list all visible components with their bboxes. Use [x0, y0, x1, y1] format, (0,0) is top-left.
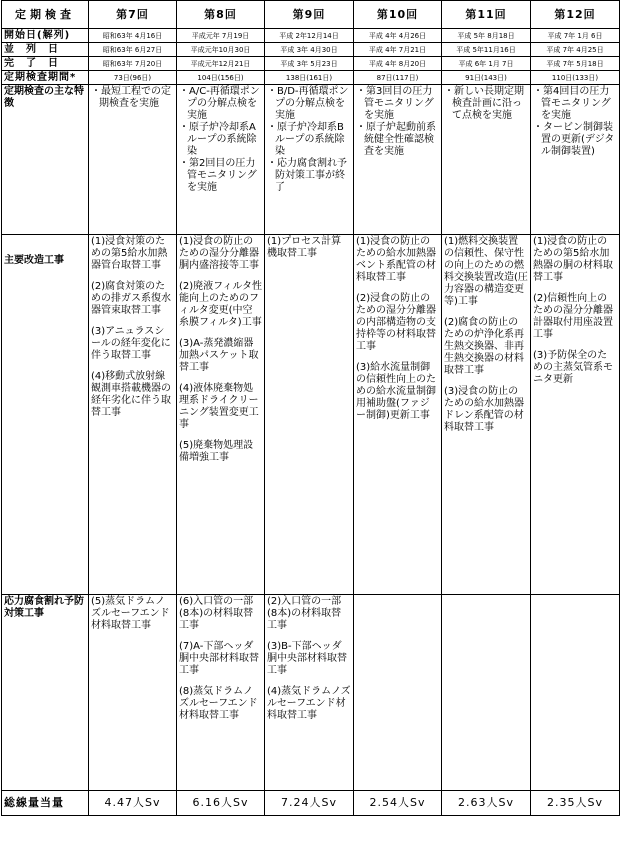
scc-label: 応力腐食割れ予防対策工事 [2, 595, 89, 791]
work-item: (1)浸食の防止のための第5給水加熱器の胴の材料取替工事 [533, 236, 613, 283]
header-col-11: 第11回 [442, 1, 531, 29]
feature-item: ・原子炉起動前系統健全性確認検査を実施 [356, 122, 436, 157]
feature-item: ・B/D-再循環ポンプの分解点検を実施 [267, 86, 349, 121]
start-date-cell: 平成 4年 4月26日 [354, 29, 442, 43]
dose-cell: 7.24人Sv [265, 791, 354, 816]
dose-cell: 4.47人Sv [89, 791, 177, 816]
period-cell: 138日(161日) [265, 71, 354, 85]
feature-item: ・応力腐食割れ予防対策工事が終了 [267, 158, 347, 193]
feature-item: ・新しい長期定期検査計画に沿って点検を実施 [444, 86, 524, 121]
complete-date-cell: 平成元年12月21日 [177, 57, 265, 71]
scc-cell [177, 595, 265, 791]
complete-date-cell: 昭和63年 7月20日 [89, 57, 177, 71]
work-item: (1)浸食対策のための第5給水加熱器管台取替工事 [91, 236, 168, 271]
start-date-cell: 平成 7年 1月 6日 [531, 29, 620, 43]
parallel-date-cell: 昭和63年 6月27日 [89, 43, 177, 57]
start-date-cell: 平成 5年 8月18日 [442, 29, 531, 43]
period-row [2, 71, 620, 85]
features-label: 定期検査の主な特徴 [2, 85, 89, 235]
parallel-date-cell: 平成 5年11月16日 [442, 43, 531, 57]
work-item: (2)浸食の防止のための湿分分離器の内部構造物の支持枠等の材料取替工事 [356, 293, 436, 352]
work-item: (3)アニュラスシールの経年変化に伴う取替工事 [91, 326, 171, 361]
work-item: (2)廃液フィルタ性能向上のためのフィルタ変更(中空糸膜フィルタ)工事 [179, 281, 262, 328]
work-item: (7)A-下部ヘッダ胴中央部材料取替工事 [179, 641, 259, 676]
features-cell [531, 85, 620, 235]
feature-item: ・A/C-再循環ポンプの分解点検を実施 [179, 86, 260, 121]
improvement-cell [89, 235, 177, 595]
feature-item: ・原子炉冷却系Bループの系統除染 [267, 122, 345, 157]
header-col-10: 第10回 [354, 1, 442, 29]
period-cell: 87日(117日) [354, 71, 442, 85]
parallel-date-label: 並 列 日 [2, 43, 89, 57]
feature-item: ・タービン制御装置の更新(デジタル制御装置) [533, 122, 615, 157]
scc-cell [442, 595, 531, 791]
features-cell [265, 85, 354, 235]
work-item: (5)蒸気ドラムノズルセーフエンド材料取替工事 [91, 596, 170, 631]
features-cell [442, 85, 531, 235]
work-item: (2)腐食の防止のための炉浄化系再生熱交換器、非再生熱交換器の材料取替工事 [444, 317, 524, 376]
work-item: (8)蒸気ドラムノズルセーフエンド材料取替工事 [179, 686, 258, 721]
work-item: (5)廃棄物処理設備増強工事 [179, 440, 254, 463]
work-item: (2)腐食対策のための排ガス系復水器管束取替工事 [91, 281, 171, 316]
work-item: (4)液体廃棄物処理系ドライクリーニング装置変更工事 [179, 383, 259, 430]
improvement-cell [442, 235, 531, 595]
start-date-cell: 平成元年 7月19日 [177, 29, 265, 43]
work-item: (4)移動式放射線観測車搭載機器の経年劣化に伴う取替工事 [91, 371, 171, 418]
parallel-date-row [2, 43, 620, 57]
header-col-8: 第8回 [177, 1, 265, 29]
start-date-cell: 昭和63年 4月16日 [89, 29, 177, 43]
start-date-label: 開始日(解列) [2, 29, 89, 43]
improvement-cell [531, 235, 620, 595]
improvement-row [2, 235, 620, 595]
parallel-date-cell: 平成元年10月30日 [177, 43, 265, 57]
feature-item: ・第4回目の圧力管モニタリングを実施 [533, 86, 611, 121]
work-item: (6)入口管の一部(8本)の材料取替工事 [179, 596, 254, 631]
scc-row [2, 595, 620, 791]
improvement-cell [265, 235, 354, 595]
complete-date-label: 完 了 日 [2, 57, 89, 71]
features-row [2, 85, 620, 235]
header-col-7: 第7回 [89, 1, 177, 29]
scc-cell [89, 595, 177, 791]
parallel-date-cell: 平成 7年 4月25日 [531, 43, 620, 57]
features-cell [354, 85, 442, 235]
header-row [2, 1, 620, 29]
dose-row [2, 791, 620, 816]
improvement-cell [177, 235, 265, 595]
features-cell [177, 85, 265, 235]
period-cell: 73日(96日) [89, 71, 177, 85]
start-date-cell: 平成 2年12月14日 [265, 29, 354, 43]
improvement-label: 主要改造工事 [2, 235, 89, 595]
feature-item: ・原子炉冷却系Aループの系統除染 [179, 122, 257, 157]
period-cell: 91日(143日) [442, 71, 531, 85]
dose-label: 総線量当量 [2, 791, 89, 816]
header-col-9: 第9回 [265, 1, 354, 29]
dose-cell: 2.35人Sv [531, 791, 620, 816]
complete-date-cell: 平成 6年 1月 7日 [442, 57, 531, 71]
scc-cell [531, 595, 620, 791]
work-item: (1)浸食の防止のための給水加熱器ベント系配管の材料取替工事 [356, 236, 436, 283]
period-cell: 104日(156日) [177, 71, 265, 85]
work-item: (2)信頼性向上のための湿分分離器計器取付用座設置工事 [533, 293, 613, 340]
work-item: (1)プロセス計算機取替工事 [267, 236, 342, 259]
dose-cell: 2.54人Sv [354, 791, 442, 816]
header-label: 定期検査 [2, 1, 89, 29]
dose-cell: 2.63人Sv [442, 791, 531, 816]
feature-item: ・第2回目の圧力管モニタリングを実施 [179, 158, 257, 193]
dose-cell: 6.16人Sv [177, 791, 265, 816]
work-item: (2)入口管の一部(8本)の材料取替工事 [267, 596, 342, 631]
work-item: (3)浸食の防止のための給水加熱器ドレン系配管の材料取替工事 [444, 386, 524, 433]
feature-item: ・第3回目の圧力管モニタリングを実施 [356, 86, 434, 121]
complete-date-row [2, 57, 620, 71]
start-date-row [2, 29, 620, 43]
improvement-cell [354, 235, 442, 595]
complete-date-cell: 平成 4年 8月20日 [354, 57, 442, 71]
work-item: (1)浸食の防止のための湿分分離器胴内盛溶接等工事 [179, 236, 259, 271]
parallel-date-cell: 平成 3年 4月30日 [265, 43, 354, 57]
inspection-table [1, 0, 620, 816]
scc-cell [354, 595, 442, 791]
work-item: (3)B-下部ヘッダ胴中央部材料取替工事 [267, 641, 347, 676]
complete-date-cell: 平成 7年 5月18日 [531, 57, 620, 71]
work-item: (1)燃料交換装置の信頼性、保守性の向上のための燃料交換装置改造(圧力容器の構造変更等)工事 [444, 236, 528, 307]
header-col-12: 第12回 [531, 1, 620, 29]
parallel-date-cell: 平成 4年 7月21日 [354, 43, 442, 57]
period-label: 定期検査期間* [2, 71, 89, 85]
work-item: (4)蒸気ドラムノズルセーフエンド材料取替工事 [267, 686, 351, 721]
feature-item: ・最短工程での定期検査を実施 [91, 86, 171, 109]
work-item: (3)A-蒸発濃縮器加熱パスケット取替工事 [179, 338, 259, 373]
period-cell: 110日(133日) [531, 71, 620, 85]
complete-date-cell: 平成 3年 5月23日 [265, 57, 354, 71]
features-cell [89, 85, 177, 235]
scc-cell [265, 595, 354, 791]
work-item: (3)予防保全のための主蒸気管系モニタ更新 [533, 350, 613, 385]
work-item: (3)給水流量制御の信頼性向上のための給水流量制御用補助盤(ファジー制御)更新工事 [356, 362, 436, 421]
